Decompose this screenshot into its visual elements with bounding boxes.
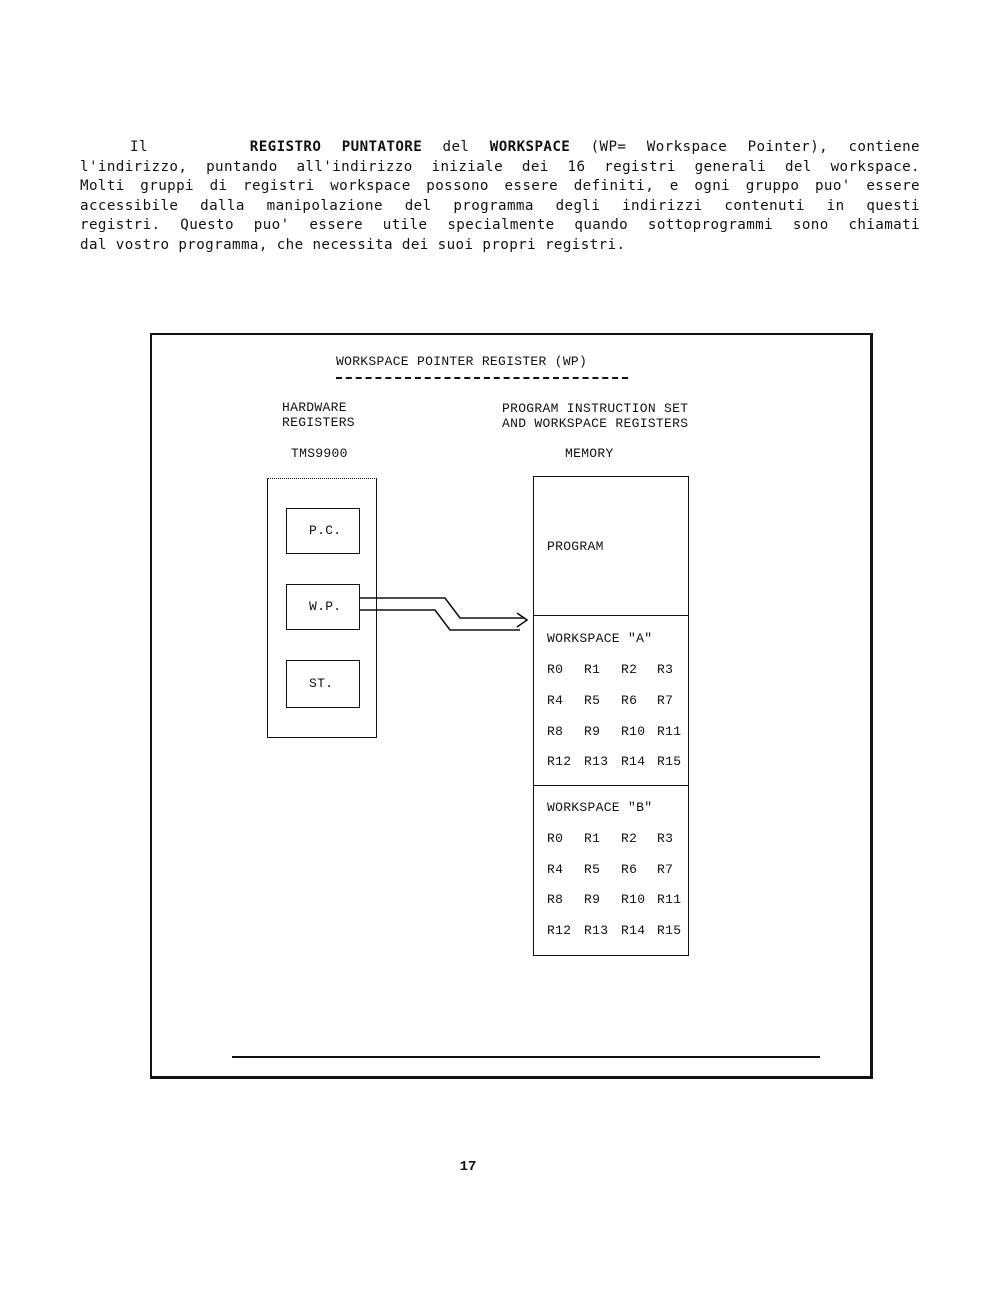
register-cell: R3 (657, 662, 674, 677)
register-cell: R14 (621, 754, 646, 769)
hardware-heading-line-2: REGISTERS (282, 415, 355, 430)
register-cell: R2 (621, 662, 638, 677)
register-cell: R3 (657, 831, 674, 846)
register-cell: R14 (621, 923, 646, 938)
paragraph-line-5: registri. Questo puo' essere utile specialmente quando sottoprogrammi sono chiamati (80, 217, 920, 234)
register-cell: R9 (584, 724, 601, 739)
paragraph-word-del: del (422, 139, 490, 155)
hardware-heading-line-1: HARDWARE (282, 400, 347, 415)
register-cell: R10 (621, 892, 646, 907)
register-cell: R0 (547, 831, 564, 846)
register-cell: R5 (584, 693, 601, 708)
program-heading-line-1: PROGRAM INSTRUCTION SET (502, 401, 689, 416)
diagram-title: WORKSPACE POINTER REGISTER (WP) (336, 354, 588, 369)
register-cell: R15 (657, 754, 682, 769)
register-cell: R11 (657, 724, 682, 739)
wp-pointer-arrow (355, 590, 535, 638)
register-cell: R11 (657, 892, 682, 907)
register-cell: R1 (584, 831, 601, 846)
memory-label: MEMORY (565, 446, 614, 461)
program-label: PROGRAM (547, 539, 604, 554)
wp-register-label: W.P. (309, 599, 342, 614)
workspace-divider (533, 785, 689, 786)
register-cell: R9 (584, 892, 601, 907)
register-cell: R13 (584, 754, 609, 769)
workspace-a-title: WORKSPACE "A" (547, 631, 653, 646)
paragraph-bold-registro-puntatore: REGISTRO PUNTATORE (249, 139, 423, 155)
paragraph-line-4: accessibile dalla manipolazione del programma degli indirizzi contenuti in questi (80, 197, 920, 214)
program-divider (533, 615, 689, 616)
arrow-head-icon (517, 613, 527, 627)
register-cell: R5 (584, 862, 601, 877)
paragraph-line-1 (80, 138, 920, 158)
register-cell: R8 (547, 724, 564, 739)
register-cell: R2 (621, 831, 638, 846)
register-cell: R7 (657, 693, 674, 708)
register-cell: R4 (547, 862, 564, 877)
register-cell: R15 (657, 923, 682, 938)
register-cell: R4 (547, 693, 564, 708)
diagram-title-underline (336, 377, 628, 379)
register-cell: R12 (547, 754, 572, 769)
st-register-label: ST. (309, 676, 334, 691)
register-cell: R7 (657, 862, 674, 877)
workspace-b-title: WORKSPACE "B" (547, 800, 653, 815)
register-cell: R1 (584, 662, 601, 677)
paragraph-bold-workspace: WORKSPACE (489, 139, 571, 155)
paragraph-line-6: dal vostro programma, che necessita dei suoi propri registri. (80, 236, 626, 253)
tms9900-label: TMS9900 (291, 446, 348, 461)
page-number: 17 (459, 1159, 477, 1175)
register-cell: R8 (547, 892, 564, 907)
register-cell: R0 (547, 662, 564, 677)
paragraph-line-1-rest: (WP= Workspace Pointer), contiene (570, 139, 920, 155)
paragraph-word-il: Il (130, 139, 148, 155)
register-cell: R6 (621, 862, 638, 877)
diagram-frame (150, 333, 873, 1079)
paragraph-line-2: l'indirizzo, puntando all'indirizzo iniziale dei 16 registri generali del workspace. (80, 158, 920, 175)
register-cell: R12 (547, 923, 572, 938)
pc-register-label: P.C. (309, 523, 342, 538)
register-cell: R6 (621, 693, 638, 708)
register-cell: R10 (621, 724, 646, 739)
frame-bottom-rule (232, 1056, 820, 1058)
register-cell: R13 (584, 923, 609, 938)
paragraph-line-3: Molti gruppi di registri workspace possono essere definiti, e ogni gruppo puo' essere (80, 178, 920, 195)
body-paragraph (80, 138, 920, 256)
program-heading-line-2: AND WORKSPACE REGISTERS (502, 416, 689, 431)
